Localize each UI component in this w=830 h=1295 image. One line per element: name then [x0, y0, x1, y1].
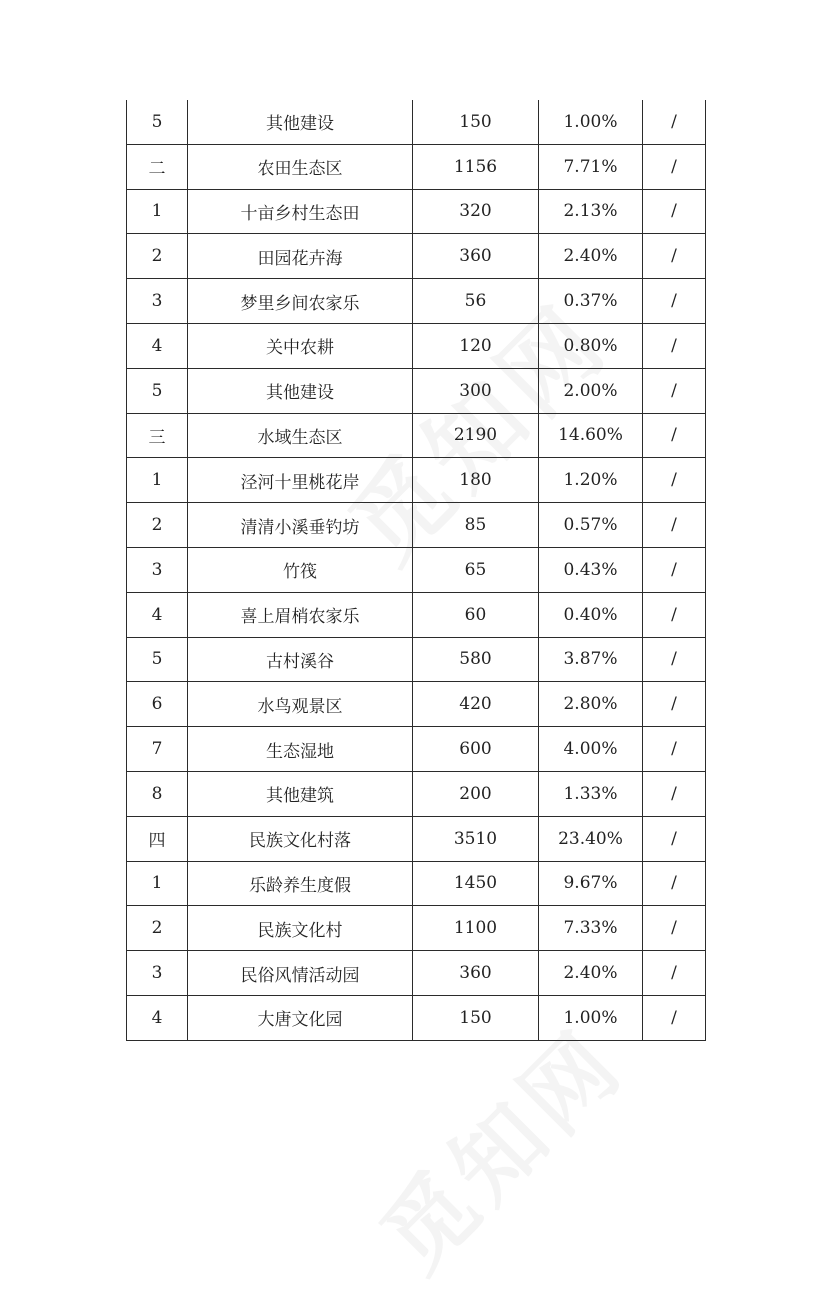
remark-cell: / — [643, 547, 706, 592]
row-index-cell: 4 — [127, 592, 188, 637]
area-value-cell: 180 — [413, 458, 539, 503]
data-table-container — [126, 100, 705, 1041]
percentage-cell: 0.57% — [539, 503, 643, 548]
row-index-cell: 1 — [127, 189, 188, 234]
row-index-cell: 7 — [127, 727, 188, 772]
row-index-cell: 2 — [127, 906, 188, 951]
item-name-cell: 泾河十里桃花岸 — [188, 458, 413, 503]
table-row — [127, 503, 706, 548]
remark-cell: / — [643, 771, 706, 816]
percentage-cell: 3.87% — [539, 637, 643, 682]
area-value-cell: 150 — [413, 995, 539, 1040]
row-index-cell: 2 — [127, 234, 188, 279]
item-name-cell: 水域生态区 — [188, 413, 413, 458]
table-row — [127, 771, 706, 816]
row-index-cell: 5 — [127, 100, 188, 144]
item-name-cell: 民族文化村 — [188, 906, 413, 951]
item-name-cell: 其他建设 — [188, 368, 413, 413]
area-value-cell: 360 — [413, 234, 539, 279]
remark-cell: / — [643, 906, 706, 951]
item-name-cell: 水鸟观景区 — [188, 682, 413, 727]
item-name-cell: 古村溪谷 — [188, 637, 413, 682]
item-name-cell: 梦里乡间农家乐 — [188, 279, 413, 324]
percentage-cell: 1.33% — [539, 771, 643, 816]
row-index-cell: 8 — [127, 771, 188, 816]
table-row — [127, 906, 706, 951]
area-value-cell: 120 — [413, 323, 539, 368]
remark-cell: / — [643, 951, 706, 996]
percentage-cell: 1.20% — [539, 458, 643, 503]
area-value-cell: 420 — [413, 682, 539, 727]
remark-cell: / — [643, 682, 706, 727]
area-value-cell: 200 — [413, 771, 539, 816]
row-index-cell: 5 — [127, 637, 188, 682]
area-value-cell: 1100 — [413, 906, 539, 951]
item-name-cell: 生态湿地 — [188, 727, 413, 772]
remark-cell: / — [643, 458, 706, 503]
item-name-cell: 竹筏 — [188, 547, 413, 592]
percentage-cell: 7.33% — [539, 906, 643, 951]
percentage-cell: 2.40% — [539, 951, 643, 996]
table-row — [127, 592, 706, 637]
item-name-cell: 民族文化村落 — [188, 816, 413, 861]
row-index-cell: 4 — [127, 995, 188, 1040]
remark-cell: / — [643, 503, 706, 548]
table-row — [127, 144, 706, 189]
remark-cell: / — [643, 592, 706, 637]
area-value-cell: 150 — [413, 100, 539, 144]
item-name-cell: 大唐文化园 — [188, 995, 413, 1040]
percentage-cell: 9.67% — [539, 861, 643, 906]
item-name-cell: 喜上眉梢农家乐 — [188, 592, 413, 637]
percentage-cell: 1.00% — [539, 100, 643, 144]
item-name-cell: 十亩乡村生态田 — [188, 189, 413, 234]
percentage-cell: 0.40% — [539, 592, 643, 637]
table-row — [127, 323, 706, 368]
item-name-cell: 其他建设 — [188, 100, 413, 144]
area-value-cell: 56 — [413, 279, 539, 324]
remark-cell: / — [643, 189, 706, 234]
table-row — [127, 458, 706, 503]
area-value-cell: 60 — [413, 592, 539, 637]
row-index-cell: 2 — [127, 503, 188, 548]
area-value-cell: 1450 — [413, 861, 539, 906]
percentage-cell: 0.43% — [539, 547, 643, 592]
row-index-cell: 四 — [127, 816, 188, 861]
item-name-cell: 田园花卉海 — [188, 234, 413, 279]
table-row — [127, 637, 706, 682]
item-name-cell: 农田生态区 — [188, 144, 413, 189]
remark-cell: / — [643, 413, 706, 458]
area-value-cell: 2190 — [413, 413, 539, 458]
row-index-cell: 三 — [127, 413, 188, 458]
table-row — [127, 368, 706, 413]
area-value-cell: 580 — [413, 637, 539, 682]
item-name-cell: 其他建筑 — [188, 771, 413, 816]
percentage-cell: 23.40% — [539, 816, 643, 861]
row-index-cell: 6 — [127, 682, 188, 727]
remark-cell: / — [643, 861, 706, 906]
table-row — [127, 682, 706, 727]
percentage-cell: 7.71% — [539, 144, 643, 189]
table-row — [127, 951, 706, 996]
area-value-cell: 65 — [413, 547, 539, 592]
data-table — [126, 100, 706, 1041]
percentage-cell: 1.00% — [539, 995, 643, 1040]
percentage-cell: 4.00% — [539, 727, 643, 772]
table-row — [127, 234, 706, 279]
table-row — [127, 279, 706, 324]
item-name-cell: 民俗风情活动园 — [188, 951, 413, 996]
row-index-cell: 1 — [127, 861, 188, 906]
remark-cell: / — [643, 727, 706, 772]
item-name-cell: 清清小溪垂钓坊 — [188, 503, 413, 548]
table-body — [127, 100, 706, 1040]
table-row — [127, 861, 706, 906]
percentage-cell: 0.37% — [539, 279, 643, 324]
percentage-cell: 2.40% — [539, 234, 643, 279]
row-index-cell: 1 — [127, 458, 188, 503]
percentage-cell: 2.00% — [539, 368, 643, 413]
table-row — [127, 816, 706, 861]
percentage-cell: 2.80% — [539, 682, 643, 727]
row-index-cell: 3 — [127, 547, 188, 592]
percentage-cell: 0.80% — [539, 323, 643, 368]
table-row — [127, 547, 706, 592]
remark-cell: / — [643, 144, 706, 189]
row-index-cell: 3 — [127, 279, 188, 324]
remark-cell: / — [643, 368, 706, 413]
table-row — [127, 995, 706, 1040]
percentage-cell: 2.13% — [539, 189, 643, 234]
table-row — [127, 413, 706, 458]
item-name-cell: 关中农耕 — [188, 323, 413, 368]
table-row — [127, 189, 706, 234]
remark-cell: / — [643, 637, 706, 682]
item-name-cell: 乐龄养生度假 — [188, 861, 413, 906]
area-value-cell: 600 — [413, 727, 539, 772]
remark-cell: / — [643, 279, 706, 324]
row-index-cell: 5 — [127, 368, 188, 413]
remark-cell: / — [643, 323, 706, 368]
row-index-cell: 二 — [127, 144, 188, 189]
area-value-cell: 360 — [413, 951, 539, 996]
area-value-cell: 300 — [413, 368, 539, 413]
remark-cell: / — [643, 995, 706, 1040]
area-value-cell: 3510 — [413, 816, 539, 861]
remark-cell: / — [643, 100, 706, 144]
percentage-cell: 14.60% — [539, 413, 643, 458]
area-value-cell: 320 — [413, 189, 539, 234]
remark-cell: / — [643, 816, 706, 861]
table-row — [127, 100, 706, 144]
row-index-cell: 4 — [127, 323, 188, 368]
row-index-cell: 3 — [127, 951, 188, 996]
area-value-cell: 85 — [413, 503, 539, 548]
table-row — [127, 727, 706, 772]
area-value-cell: 1156 — [413, 144, 539, 189]
remark-cell: / — [643, 234, 706, 279]
